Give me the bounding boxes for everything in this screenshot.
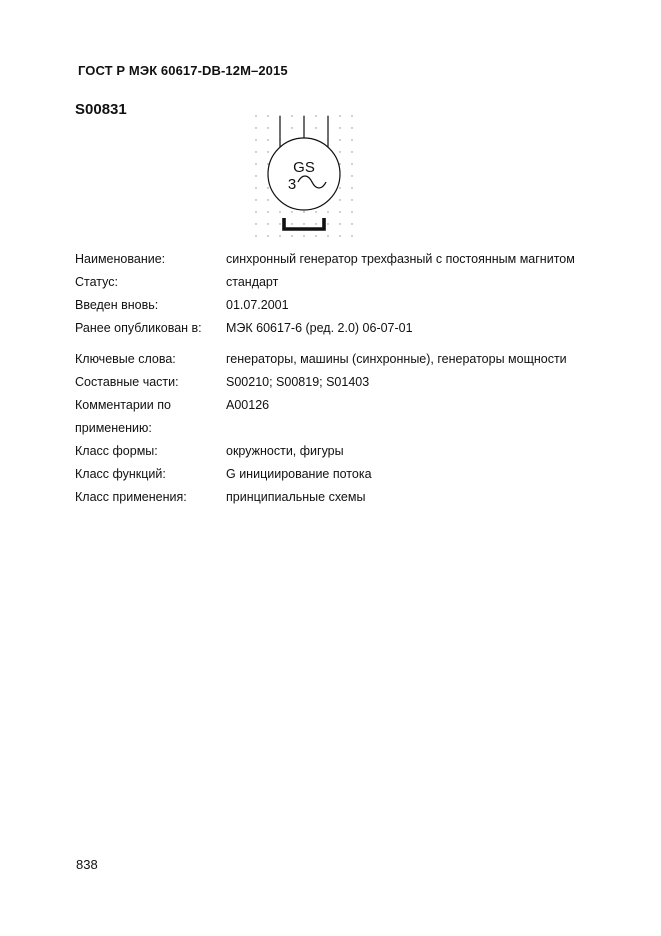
property-value: 01.07.2001	[226, 298, 289, 312]
grid-dot	[255, 127, 256, 128]
property-value: синхронный генератор трехфазный с постоянным магнитом	[226, 252, 575, 266]
grid-dot	[267, 151, 268, 152]
grid-dot	[267, 235, 268, 236]
grid-dot	[255, 211, 256, 212]
grid-dot	[255, 235, 256, 236]
grid-dot	[315, 211, 316, 212]
grid-dot	[267, 223, 268, 224]
grid-dot	[267, 199, 268, 200]
grid-dot	[315, 127, 316, 128]
property-label: Ранее опубликован в:	[75, 321, 202, 335]
property-value: окружности, фигуры	[226, 444, 344, 458]
machine-letters: GS	[293, 159, 315, 176]
grid-dot	[303, 235, 304, 236]
property-row	[75, 271, 595, 294]
grid-dot	[351, 127, 352, 128]
property-value: стандарт	[226, 275, 279, 289]
grid-dot	[255, 187, 256, 188]
grid-dot	[255, 175, 256, 176]
phase-count: 3	[287, 176, 297, 193]
grid-dot	[351, 235, 352, 236]
grid-dot	[267, 139, 268, 140]
page-number: 838	[76, 857, 98, 872]
grid-dot	[255, 139, 256, 140]
property-row	[75, 371, 595, 394]
grid-dot	[267, 163, 268, 164]
grid-dot	[351, 151, 352, 152]
grid-dot	[339, 199, 340, 200]
grid-dot	[255, 151, 256, 152]
properties-table	[75, 248, 595, 509]
grid-dot	[315, 115, 316, 116]
grid-dot	[255, 163, 256, 164]
grid-dot	[339, 115, 340, 116]
property-value: принципиальные схемы	[226, 490, 366, 504]
property-label: Класс формы:	[75, 444, 158, 458]
property-value: G инициирование потока	[226, 467, 372, 481]
property-row	[75, 294, 595, 317]
property-row	[75, 317, 595, 340]
grid-dot	[255, 199, 256, 200]
symbol-drawing	[252, 112, 356, 248]
grid-dot	[339, 235, 340, 236]
grid-dot	[339, 223, 340, 224]
grid-dot	[267, 127, 268, 128]
property-row	[75, 440, 595, 463]
grid-dot	[291, 211, 292, 212]
grid-dot	[291, 127, 292, 128]
grid-dot	[303, 211, 304, 212]
property-row	[75, 394, 595, 440]
grid-dot	[351, 163, 352, 164]
grid-dot	[339, 139, 340, 140]
grid-dot	[327, 211, 328, 212]
property-label: Составные части:	[75, 375, 179, 389]
grid-dot	[291, 223, 292, 224]
grid-dot	[267, 187, 268, 188]
property-row	[75, 486, 595, 509]
grid-dot	[255, 115, 256, 116]
property-value: S00210; S00819; S01403	[226, 375, 370, 389]
property-value: генераторы, машины (синхронные), генераторы мощности	[226, 352, 567, 366]
grid-dot	[351, 175, 352, 176]
grid-dot	[291, 235, 292, 236]
grid-dot	[279, 223, 280, 224]
synchronous-generator-symbol-icon	[252, 112, 356, 248]
property-row	[75, 463, 595, 486]
grid-dot	[327, 235, 328, 236]
grid-dot	[351, 187, 352, 188]
grid-dot	[351, 139, 352, 140]
grid-dot	[267, 115, 268, 116]
property-value: МЭК 60617-6 (ред. 2.0) 06-07-01	[226, 321, 413, 335]
grid-dot	[339, 187, 340, 188]
grid-dot	[315, 223, 316, 224]
grid-dot	[327, 223, 328, 224]
grid-dot	[255, 223, 256, 224]
property-label: Комментарии по применению:	[75, 398, 171, 435]
property-label: Введен вновь:	[75, 298, 159, 312]
grid-dot	[339, 211, 340, 212]
grid-dot	[339, 163, 340, 164]
property-row	[75, 248, 595, 271]
property-value: A00126	[226, 398, 270, 412]
grid-dot	[291, 115, 292, 116]
property-label: Класс функций:	[75, 467, 166, 481]
grid-dot	[267, 211, 268, 212]
grid-dot	[351, 199, 352, 200]
grid-dot	[303, 223, 304, 224]
grid-dot	[339, 127, 340, 128]
property-label: Ключевые слова:	[75, 352, 176, 366]
property-label: Статус:	[75, 275, 118, 289]
grid-dot	[339, 151, 340, 152]
grid-dot	[279, 211, 280, 212]
grid-dot	[351, 115, 352, 116]
grid-dot	[315, 235, 316, 236]
grid-dot	[351, 211, 352, 212]
grid-dot	[279, 235, 280, 236]
grid-dot	[351, 223, 352, 224]
property-row	[75, 348, 595, 371]
page-header: ГОСТ Р МЭК 60617-DB-12М–2015	[78, 63, 288, 78]
symbol-code: S00831	[75, 101, 127, 118]
property-label: Наименование:	[75, 252, 166, 266]
property-label: Класс применения:	[75, 490, 187, 504]
